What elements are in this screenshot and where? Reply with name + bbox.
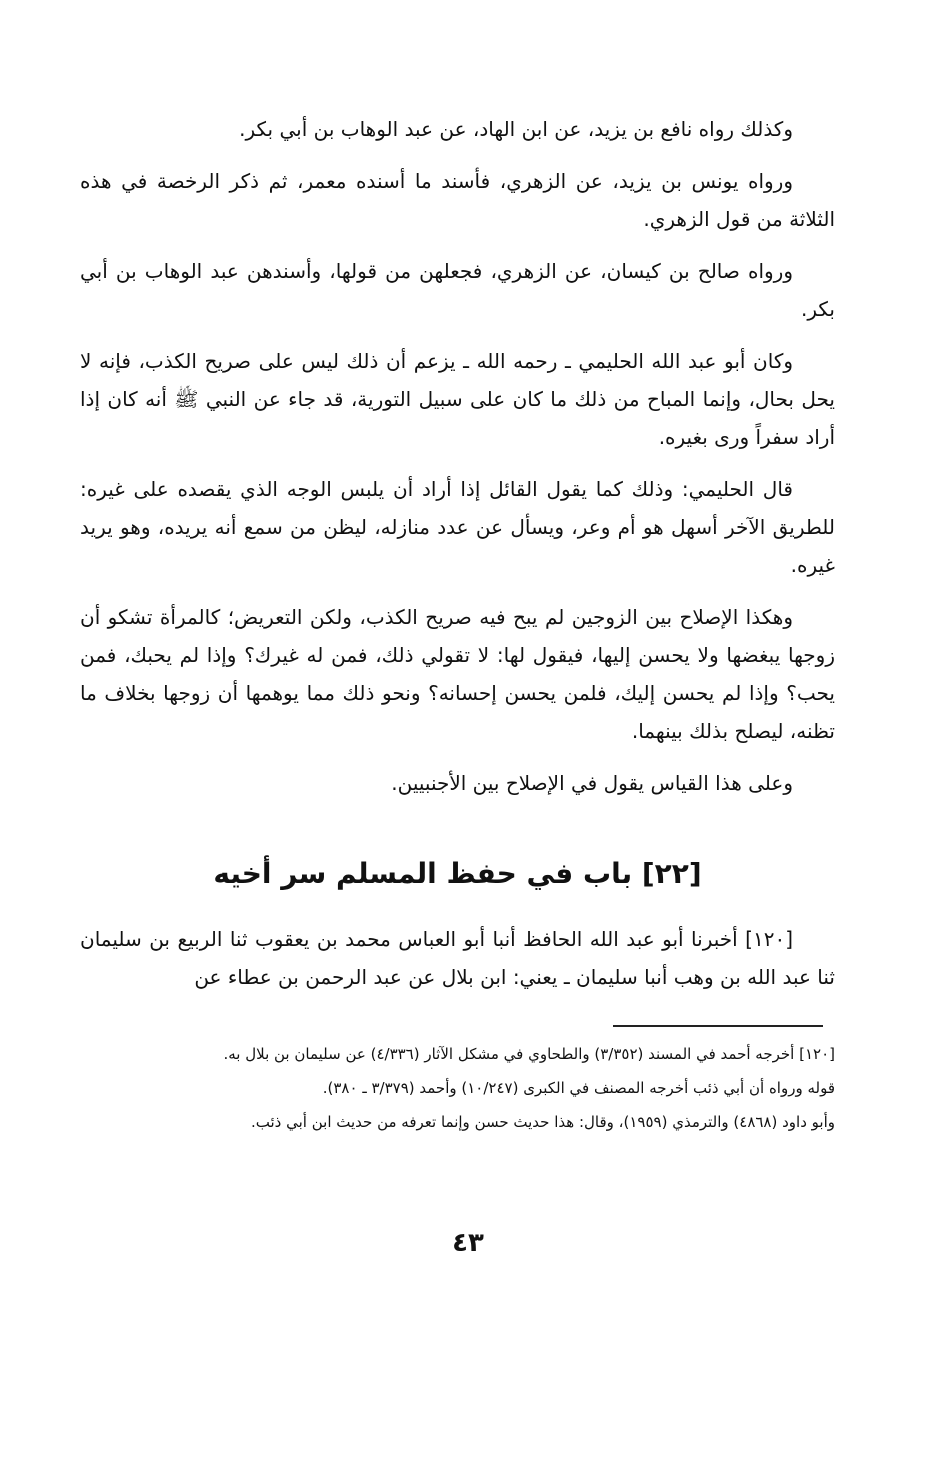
paragraph-1: وكذلك رواه نافع بن يزيد، عن ابن الهاد، عن عبد الوهاب بن أبي بكر. (239, 117, 793, 141)
chapter-heading: [٢٢] باب في حفظ المسلم سر أخيه (213, 857, 702, 890)
paragraph-5: قال الحليمي: وذلك كما يقول القائل إذا أراد أن يلبس الوجه الذي يقصده على غيره: للطريق الآخر أسهل هو أم وعر، ويسأل عن عدد منازله، ليظن من سمع أنه يريده، وهو يريد غيره. (80, 477, 835, 577)
hadith-text (80, 920, 835, 996)
footnotes (80, 1040, 835, 1142)
paragraph-4: وكان أبو عبد الله الحليمي ـ رحمه الله ـ يزعم أن ذلك ليس على صريح الكذب، فإنه لا يحل بحال، وإنما المباح من ذلك ما كان على سبيل التورية، قد جاء عن النبي ﷺ أنه كان إذا أراد سفراً ورى بغيره. (80, 349, 835, 449)
paragraph-6: وهكذا الإصلاح بين الزوجين لم يبح فيه صريح الكذب، ولكن التعريض؛ كالمرأة تشكو أن زوجها يبغضها ولا يحسن إليها، فيقول لها: لا تقولي ذلك، فمن له غيرك؟ وإذا لم يحبك، فمن يحب؟ وإذا لم يحسن إليك، فلمن يحسن إحسانه؟ ونحو ذلك مما يوهمها أن زوجها بخلاف ما تظنه، ليصلح بذلك بينهما. (80, 605, 835, 743)
footnote-1: [١٢٠] أخرجه أحمد في المسند (٣/٣٥٢) والطحاوي في مشكل الآثار (٤/٣٣٦) عن سليمان بن بلال به. (223, 1045, 835, 1063)
footnote-2: قوله ورواه أن أبي ذئب أخرجه المصنف في الكبرى (١٠/٢٤٧) وأحمد (٣/٣٧٩ ـ ٣٨٠). (322, 1079, 835, 1097)
paragraph-2: ورواه يونس بن يزيد، عن الزهري، فأسند ما أسنده معمر، ثم ذكر الرخصة في هذه الثلاثة من قول الزهري. (80, 169, 835, 231)
main-text (80, 110, 835, 816)
hadith-paragraph: [١٢٠] أخبرنا أبو عبد الله الحافظ أنبا أبو العباس محمد بن يعقوب ثنا الربيع بن سليمان ثنا عبد الله بن وهب أنبا سليمان ـ يعني: ابن بلال عن عبد الرحمن بن عطاء عن (80, 927, 835, 989)
page-number: ٤٣ (452, 1228, 484, 1258)
footnote-divider (613, 1025, 823, 1027)
footnote-3: وأبو داود (٤٨٦٨) والترمذي (١٩٥٩)، وقال: هذا حديث حسن وإنما تعرفه من حديث ابن أبي ذئب. (251, 1113, 835, 1131)
paragraph-3: ورواه صالح بن كيسان، عن الزهري، فجعلهن من قولها، وأسندهن عبد الوهاب بن أبي بكر. (80, 259, 835, 321)
paragraph-7: وعلى هذا القياس يقول في الإصلاح بين الأجنبيين. (391, 771, 793, 795)
